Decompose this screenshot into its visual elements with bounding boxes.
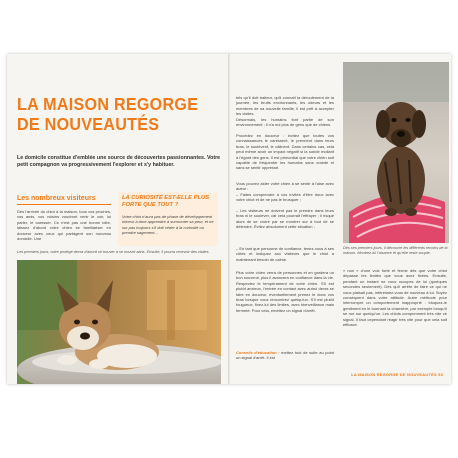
body-paragraph-8: Plus votre chien verra de personnes et en gardera un bon souvenir, plus il avancera en confiance dans la vie. Respectez le tempérament de votre chien. S'il est plutôt anxieux, l'entrée en contact avec autrui devra se faire en douceur, éventuellement prenez le donc vos bras lorsque vous rencontrez quelqu'un. S'il est plutôt fougueux, fixez-lui des limites, avec bienveillance mais fermeté. Pour cela, emettez un signal d'arrêt. [236, 270, 334, 313]
education-tip-label: Conseils d'éducation : [236, 350, 280, 355]
body-paragraph-7: – En tant que personne de confiance, tenez-vous à ses côtés et indiquez aux visiteurs que le chiot a maintenant besoin de calme. [236, 246, 334, 262]
body-paragraph-2: Désormais, les humains font partie de son environnement ; il n'a nul plus de gens que de chiens. [236, 117, 334, 128]
book-spread [7, 54, 451, 384]
body-paragraph-6: – Les visiteurs ne doivent pas le prendre dans leurs bras ni le soulever, car cela pourrait l'effrayer ; il risque alors de se croire par se montrer sur à tout de se détendre. Évitez absolument cette situation ; [236, 208, 334, 230]
left-page [7, 54, 228, 384]
right-page [230, 54, 451, 384]
info-box-heading: LA CURIOSITÉ EST-ELLE PLUS FORTE QUE TOUT ? [122, 195, 210, 208]
left-photo-caption: Les premiers jours, votre protégé devra d'abord se trouver à se nouvel abris. Ensuite, il pourra recevoir des visites. [17, 250, 210, 254]
body-column-2: « non » d'une voix forte et ferme dès que votre chiot dépasse les limites que vous avez fixées. Ensuite, pendant un instant ne vous occupez de lui (quelques secondes seulement). Dès qu'il arrête de faire ce qui ne vous plaisait pas, intéressez-vous de nouveau à lui. Soyez conséquent dans votre attitude. Autre méthode pour interrompre un comportement inapproprié : bloquez-le gentiment en le tournant la charnière, par exemple lorsqu'il se rue sur quelqu'un. Les chiots comprennent très vite ce signal. Il faut cependant réagir très vite pour que cela soit efficace. [343, 268, 447, 328]
chapter-title: LA MAISON REGORGE DE NOUVEAUTÉS [17, 94, 199, 134]
education-tip [236, 350, 334, 361]
body-paragraph-1: tels qu'il doit traiteur, qu'il connaît la déroulement de la journée, les bruits environnants, les odeurs et les membres de sa nouvelle famille, il est prêt à accepter les visites. [236, 95, 334, 117]
puppy-photo-left [17, 260, 221, 384]
info-box-text: Votre chiot n'aura pas de phase de développement mineur à dont apprendre à surmonter sa peur, et ne sur pas toujours s'il doit céder à la curiosité ou prendre sagement... [122, 214, 214, 236]
section-heading-rule [17, 204, 111, 205]
body-paragraph-3: Procédez en douceur : invitez que toutes vos connaissances le caressent, le prennent dans leurs bras, le soulèvent, le câlinent. Dans certains cas, cela peut même avoir un impact négatif si la sonde mollarit à l'égard des gens. Il est primordial que votre chien soit capable de fréquenter les humains sans crainte et sans se sentir oppressé. [236, 133, 334, 171]
puppy-photo-right [343, 62, 449, 243]
education-tip-text: mettez tout de suite au point un signal d'arrêt. Il est [236, 350, 334, 361]
section-body-text: Dès l'arrivée du chiot à la maison, tous vos proches, vos amis, vos voisins voudront venir le voir, lui parler, le caresser. Ce n'est pas une bonne idée, laissez d'abord votre chien se familiariser en douceur avec ceux qui partagent son nouveau domicile. Une [17, 209, 111, 242]
chapter-lead: Le domicile constitue d'emblée une source de découvertes passionnantes. Votre petit compagnon va progressivement l'explorer et s'y habituer. [17, 155, 221, 168]
info-box [118, 192, 218, 246]
body-paragraph-4: Vous pouvez aider votre chien à se sentir à l'aise avec autrui : [236, 181, 334, 192]
body-paragraph-5: – Faites comprendre à vos invités d'être doux avec votre chiot et de ne pas le brusquer ; [236, 192, 334, 203]
page-footer: LA MAISON REGORGE DE NOUVEAUTÉS 53 [351, 372, 443, 377]
section-heading: Les nombreux visiteurs [17, 195, 96, 202]
right-photo-caption: Dès ses premiers jours, il découvre les différents recoins de la maison. Montrez-lui l'aisance et qu'elle reste souple. [343, 246, 448, 255]
